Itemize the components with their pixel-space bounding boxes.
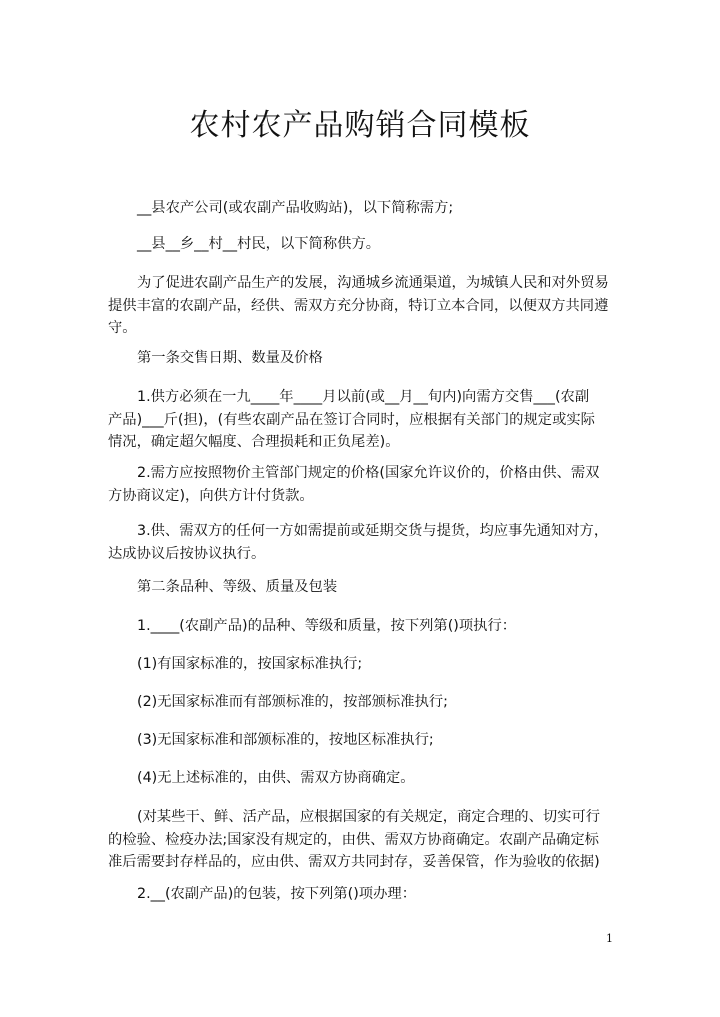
paragraph xyxy=(108,615,618,638)
paragraph-line: (对某些干、鲜、活产品，应根据国家的有关规定，商定合理的、切实可行 xyxy=(137,809,601,825)
paragraph-line: 第二条品种、等级、质量及包装 xyxy=(137,579,338,595)
paragraph xyxy=(108,520,618,565)
paragraph xyxy=(108,272,618,340)
paragraph-line: 达成协议后按协议执行。 xyxy=(108,545,266,562)
document-title: 农村农产品购销合同模板 xyxy=(189,108,531,143)
paragraph xyxy=(108,653,618,676)
paragraph-line: 1.供方必须在一九____年____月以前(或__月__旬内)向需方交售___(农副 xyxy=(137,389,590,405)
paragraph-line: 第一条交售日期、数量及价格 xyxy=(137,350,323,366)
paragraph-line: 守。 xyxy=(108,320,137,336)
paragraph-line: 3.供、需双方的任何一方如需提前或延期交货与提货，均应事先通知对方， xyxy=(137,523,609,539)
paragraph xyxy=(108,197,618,220)
paragraph xyxy=(108,691,618,714)
paragraph-line: 准后需要封存样品的，应由供、需双方共同封存，妥善保管，作为验收的依据) xyxy=(108,854,600,870)
paragraph xyxy=(108,806,618,874)
paragraph-line: 2.__(农副产品)的包装，按下列第()项办理： xyxy=(137,886,416,902)
paragraph xyxy=(108,386,618,454)
paragraph-line: 提供丰富的农副产品，经供、需双方充分协商，特订立本合同，以便双方共同遵 xyxy=(108,297,609,314)
paragraph-line: __县__乡__村__村民，以下简称供方。 xyxy=(137,236,381,252)
paragraph-line: 情况，确定超欠幅度、合理损耗和正负尾差)。 xyxy=(108,434,400,450)
paragraph-line: (4)无上述标准的，由供、需双方协商确定。 xyxy=(137,770,415,786)
paragraph-line: 产品)___斤(担)，(有些农副产品在签订合同时，应根据有关部门的规定或实际 xyxy=(108,411,595,428)
paragraph-line: 方协商议定)，向供方计付货款。 xyxy=(108,487,314,504)
paragraph-line: __县农产公司(或农副产品收购站)，以下简称需方; xyxy=(137,200,454,216)
paragraph-line: (3)无国家标准和部颁标准的，按地区标准执行; xyxy=(137,732,434,748)
paragraph xyxy=(108,729,618,752)
paragraph xyxy=(108,462,618,507)
paragraph-line: 为了促进农副产品生产的发展，沟通城乡流通渠道，为城镇人民和对外贸易 xyxy=(137,275,609,291)
paragraph-line: 1.____(农副产品)的品种、等级和质量，按下列第()项执行： xyxy=(137,618,517,634)
paragraph xyxy=(108,883,618,906)
paragraph-line: (1)有国家标准的，按国家标准执行; xyxy=(137,656,363,672)
page-number: 1 xyxy=(606,932,613,945)
paragraph-line: (2)无国家标准而有部颁标准的，按部颁标准执行; xyxy=(137,694,449,710)
paragraph-line: 的检验、检疫办法;国家没有规定的，由供、需双方协商确定。农副产品确定标 xyxy=(108,831,599,848)
paragraph-line: 2.需方应按照物价主管部门规定的价格(国家允许议价的，价格由供、需双 xyxy=(137,465,600,481)
paragraph xyxy=(108,767,618,790)
paragraph xyxy=(108,576,618,599)
paragraph xyxy=(108,347,618,370)
paragraph xyxy=(108,233,618,256)
